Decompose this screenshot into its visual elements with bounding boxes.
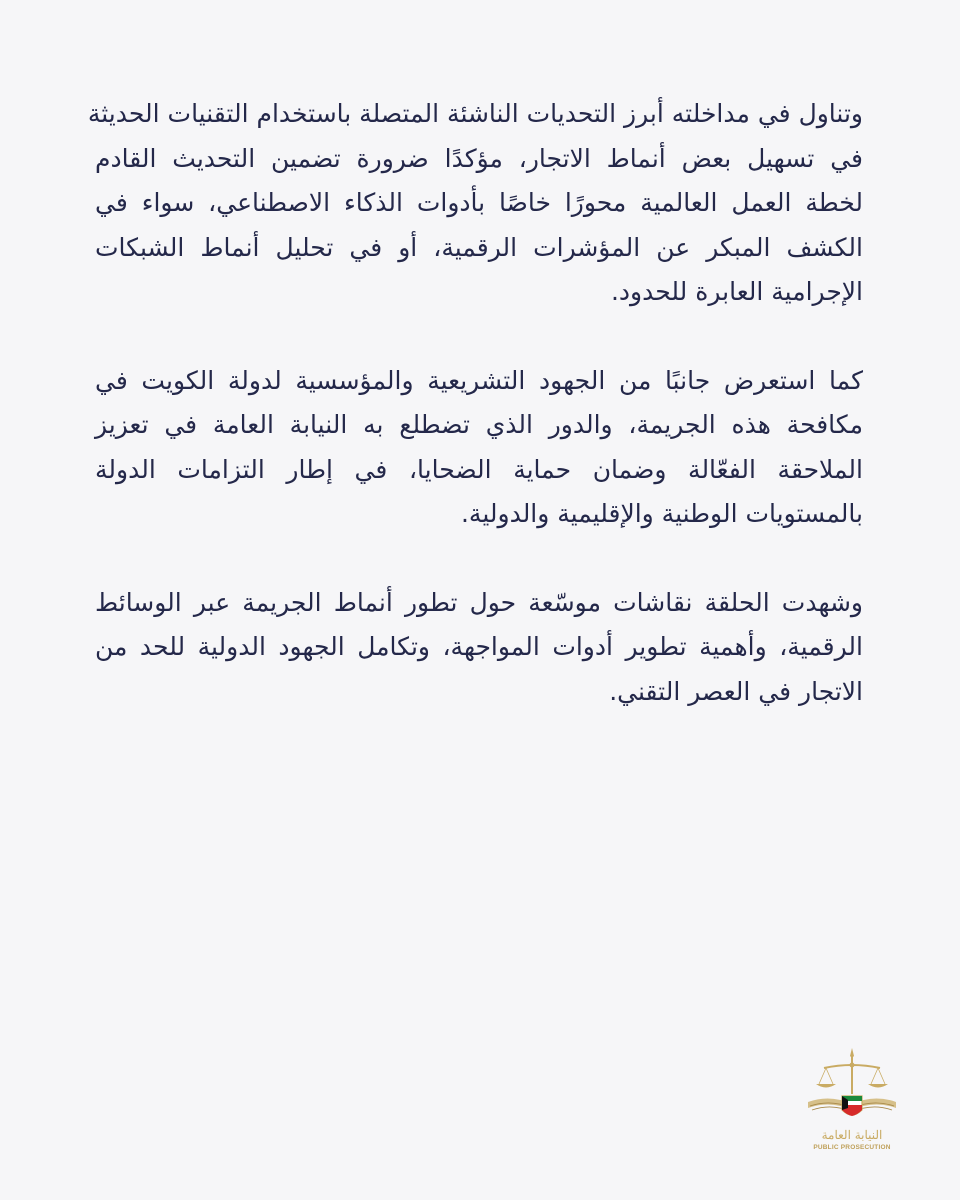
text-line: لخطة العمل العالمية محورًا خاصًا بأدوات الذكاء الاصطناعي، سواء في [95, 188, 863, 217]
logo-arabic-text: النيابة العامة [821, 1128, 883, 1142]
logo-english-text: PUBLIC PROSECUTION [813, 1144, 891, 1151]
public-prosecution-logo [800, 1044, 904, 1156]
paragraph-1 [87, 92, 863, 315]
text-line: كما استعرض جانبًا من الجهود التشريعية والمؤسسية لدولة الكويت في [95, 365, 863, 395]
text-line: بالمستويات الوطنية والإقليمية والدولية. [460, 499, 863, 528]
text-line: الكشف المبكر عن المؤشرات الرقمية، أو في تحليل أنماط الشبكات [95, 232, 863, 262]
text-line: الرقمية، وأهمية تطوير أدوات المواجهة، وتكامل الجهود الدولية للحد من [95, 632, 863, 661]
article-body [87, 92, 863, 758]
text-line: مكافحة هذه الجريمة، والدور الذي تضطلع به النيابة العامة في تعزيز [95, 410, 863, 439]
text-line: وتناول في مداخلته أبرز التحديات الناشئة المتصلة باستخدام التقنيات الحديثة [87, 99, 863, 128]
text-line: وشهدت الحلقة نقاشات موسّعة حول تطور أنماط الجريمة عبر الوسائط [95, 587, 863, 617]
text-line: الاتجار في العصر التقني. [609, 676, 863, 706]
scales-of-justice-icon [800, 1044, 904, 1128]
text-line: الملاحقة الفعّالة وضمان حماية الضحايا، في إطار التزامات الدولة [95, 454, 863, 484]
text-line: في تسهيل بعض أنماط الاتجار، مؤكدًا ضرورة تضمين التحديث القادم [95, 143, 863, 173]
text-line: الإجرامية العابرة للحدود. [610, 277, 863, 306]
paragraph-3 [95, 581, 863, 715]
paragraph-2 [95, 359, 863, 537]
